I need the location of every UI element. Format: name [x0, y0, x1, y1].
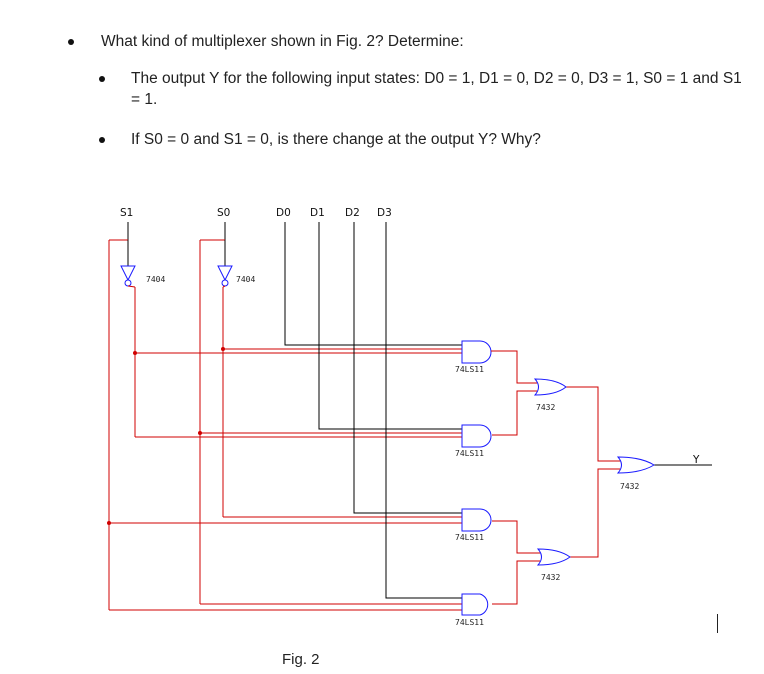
- input-label-d0: D0: [276, 207, 291, 219]
- text-cursor: [717, 614, 718, 633]
- and-gate-4: [462, 594, 488, 615]
- question-sub1-line1: The output Y for the following input states: D0 = 1, D1 = 0, D2 = 0, D3 = 1, S0 = 1 and S1: [131, 70, 742, 87]
- input-label-d2: D2: [345, 207, 360, 219]
- and-gate-3-label: 74LS11: [455, 533, 484, 542]
- and-gate-1-label: 74LS11: [455, 365, 484, 374]
- figure-caption: Fig. 2: [282, 651, 320, 668]
- and-gate-4-label: 74LS11: [455, 618, 484, 627]
- junction-dots: [107, 347, 225, 525]
- inverter-s1-label: 7404: [146, 275, 166, 284]
- or-gate-3: [618, 457, 654, 473]
- question-main: What kind of multiplexer shown in Fig. 2? Determine:: [101, 33, 464, 50]
- and-gate-3: [462, 509, 491, 531]
- and-gate-2-label: 74LS11: [455, 449, 484, 458]
- select-input-wires: [128, 222, 225, 240]
- inverter-s0-label: 7404: [236, 275, 256, 284]
- input-label-s1: S1: [120, 207, 134, 219]
- or-gate-1: [535, 379, 566, 395]
- input-label-d3: D3: [377, 207, 392, 219]
- and-gate-2: [462, 425, 491, 447]
- inverter-s1: [121, 240, 165, 287]
- question-sub2: If S0 = 0 and S1 = 0, is there change at the output Y? Why?: [131, 131, 541, 148]
- input-label-s0: S0: [217, 207, 231, 219]
- data-wires: [285, 222, 712, 598]
- output-label-y: Y: [693, 454, 700, 466]
- or-gate-1-label: 7432: [536, 403, 556, 412]
- inverter-s0: [218, 240, 255, 287]
- or-gate-2: [538, 549, 570, 565]
- or-gate-2-label: 7432: [541, 573, 561, 582]
- or-gate-3-label: 7432: [620, 482, 640, 491]
- question-sub1-line2: = 1.: [131, 91, 158, 108]
- and-gate-1: [462, 341, 492, 363]
- input-label-d1: D1: [310, 207, 325, 219]
